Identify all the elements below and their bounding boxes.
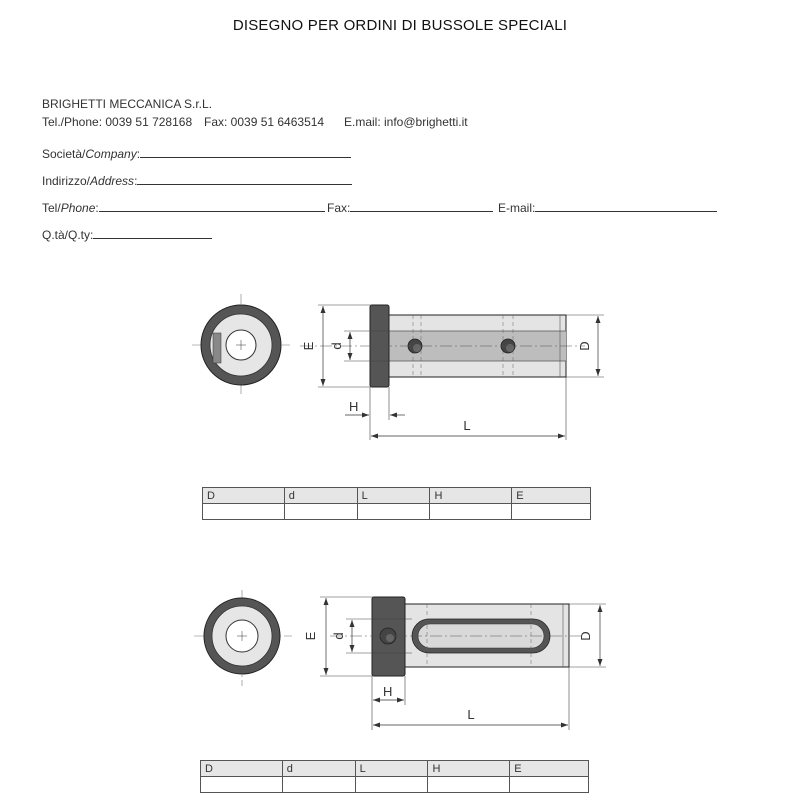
dim-label-D: D (577, 341, 592, 351)
quantity-field-label: Q.tà/Q.ty: (42, 228, 94, 242)
input-cell-E[interactable] (512, 504, 591, 520)
company-phone: Tel./Phone: 0039 51 728168 (42, 115, 193, 129)
side-view-2 (330, 597, 585, 676)
company-email: E.mail: info@brighetti.it (344, 115, 468, 129)
bushing-drawing-2 (194, 590, 606, 730)
dim-label-H-2: H (383, 684, 393, 699)
header-cell-H: H (428, 761, 510, 777)
bushing-drawing-1 (192, 294, 604, 440)
input-cell-d[interactable] (284, 504, 357, 520)
header-cell-H: H (430, 488, 512, 504)
company-fax: Fax: 0039 51 6463514 (204, 115, 325, 129)
input-cell-E[interactable] (510, 777, 589, 793)
phone-field-label-en: Phone (60, 201, 96, 215)
dim-label-L: L (463, 418, 471, 433)
input-cell-H[interactable] (430, 504, 512, 520)
address-field-label-en: Address (90, 174, 135, 188)
address-field[interactable]: Indirizzo/Address: (42, 173, 352, 188)
header-cell-D: D (201, 761, 283, 777)
dimensions-table-2 (200, 760, 589, 793)
header-cell-E: E (512, 488, 591, 504)
table-header-row (201, 761, 589, 777)
input-cell-L[interactable] (355, 777, 428, 793)
dim-label-d-2: d (331, 632, 346, 640)
company-field[interactable]: Società/Company: (42, 146, 351, 161)
table-header-row (203, 488, 591, 504)
input-cell-D[interactable] (203, 504, 285, 520)
company-field-label: Società/ (42, 147, 86, 161)
input-cell-D[interactable] (201, 777, 283, 793)
header-cell-d: d (284, 488, 357, 504)
dimensions-table-1 (202, 487, 591, 520)
header-cell-L: L (355, 761, 428, 777)
email-field-label: E-mail: (498, 201, 536, 215)
header-cell-d: d (282, 761, 355, 777)
header-cell-E: E (510, 761, 589, 777)
input-cell-d[interactable] (282, 777, 355, 793)
dim-label-D-2: D (578, 631, 593, 641)
page-title: DISEGNO PER ORDINI DI BUSSOLE SPECIALI (232, 17, 568, 34)
dim-label-E: E (301, 341, 316, 351)
dim-label-H: H (349, 399, 359, 414)
header-cell-D: D (203, 488, 285, 504)
fax-field-label: Fax: (327, 201, 351, 215)
input-cell-L[interactable] (357, 504, 430, 520)
company-name: BRIGHETTI MECCANICA S.r.L. (42, 97, 213, 111)
table-input-row[interactable] (203, 504, 591, 520)
end-view-2 (194, 590, 292, 686)
phone-field[interactable]: Tel/Phone: (42, 200, 325, 215)
table-input-row[interactable] (201, 777, 589, 793)
header-cell-L: L (357, 488, 430, 504)
input-cell-H[interactable] (428, 777, 510, 793)
end-view-1 (192, 294, 290, 396)
company-field-label-en: Company (85, 147, 137, 161)
address-field-label: Indirizzo/ (42, 174, 91, 188)
dim-label-E-2: E (303, 631, 318, 641)
dim-label-d: d (329, 342, 344, 350)
phone-field-label: Tel/ (42, 201, 61, 215)
dim-label-L-2: L (467, 707, 475, 722)
